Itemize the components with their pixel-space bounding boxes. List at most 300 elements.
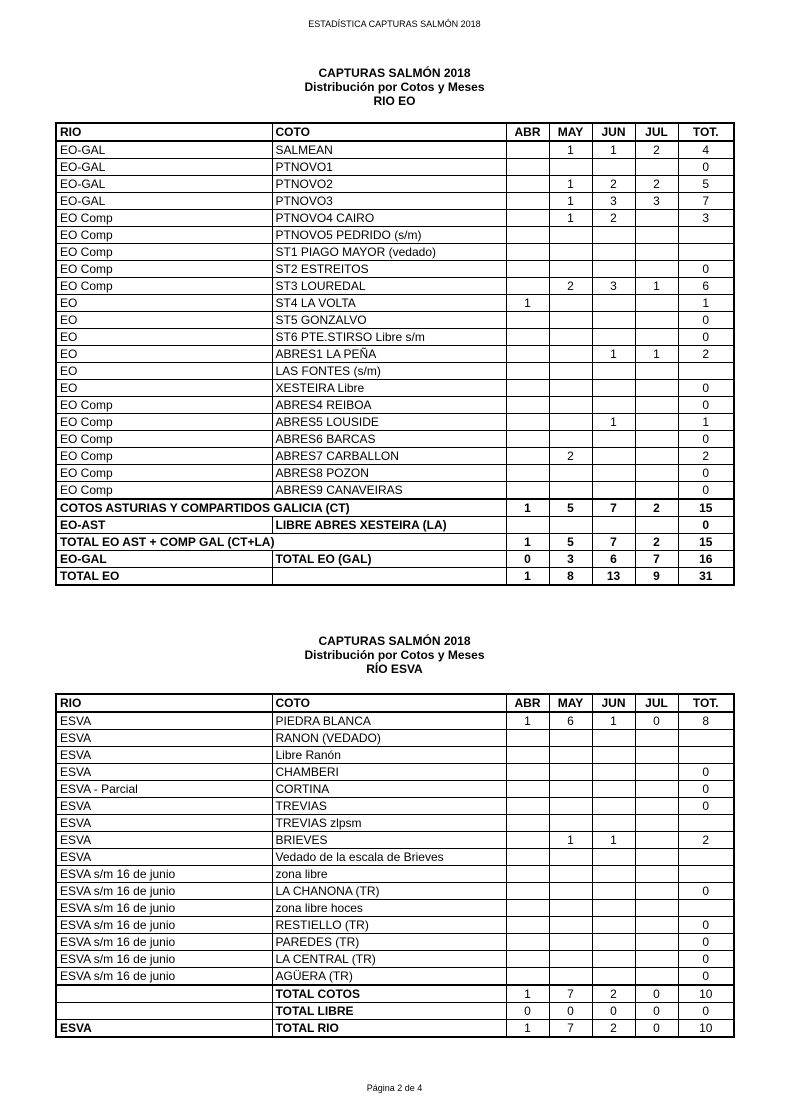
jul-cell bbox=[635, 917, 678, 934]
jul-cell: 2 bbox=[635, 176, 678, 193]
jun-cell bbox=[592, 244, 635, 261]
esva-table bbox=[55, 693, 735, 1038]
table-row bbox=[56, 781, 734, 798]
tot-cell bbox=[678, 866, 734, 883]
rio-cell: EO-GAL bbox=[56, 141, 272, 159]
jun-cell bbox=[592, 329, 635, 346]
abr-cell bbox=[506, 159, 549, 176]
coto-cell: zona libre hoces bbox=[272, 900, 506, 917]
tot-cell: 1 bbox=[678, 414, 734, 431]
coto-cell: SALMEAN bbox=[272, 141, 506, 159]
esva-river: RÍO ESVA bbox=[366, 662, 423, 676]
tot-cell: 0 bbox=[678, 517, 734, 534]
rio-cell: ESVA s/m 16 de junio bbox=[56, 968, 272, 986]
abr-cell bbox=[506, 917, 549, 934]
jun-cell bbox=[592, 482, 635, 500]
abr-cell bbox=[506, 849, 549, 866]
rio-cell: EO-GAL bbox=[56, 159, 272, 176]
table-row bbox=[56, 730, 734, 747]
tot-cell: 0 bbox=[678, 380, 734, 397]
page-header: ESTADÍSTICA CAPTURAS SALMÓN 2018 bbox=[308, 19, 481, 29]
may-cell: 2 bbox=[549, 278, 592, 295]
jun-cell bbox=[592, 159, 635, 176]
rio-cell: EO Comp bbox=[56, 431, 272, 448]
may-cell bbox=[549, 517, 592, 534]
rio-cell: ESVA bbox=[56, 730, 272, 747]
rio-cell: EO Comp bbox=[56, 244, 272, 261]
abr-cell bbox=[506, 968, 549, 986]
tot-cell: 2 bbox=[678, 832, 734, 849]
table-row bbox=[56, 832, 734, 849]
rio-cell: EO bbox=[56, 346, 272, 363]
jun-cell bbox=[592, 397, 635, 414]
jun-cell bbox=[592, 227, 635, 244]
table-row bbox=[56, 431, 734, 448]
jul-cell bbox=[635, 312, 678, 329]
rio-cell: EO Comp bbox=[56, 397, 272, 414]
tot-cell: 0 bbox=[678, 261, 734, 278]
jul-cell: 0 bbox=[635, 1020, 678, 1038]
may-cell bbox=[549, 849, 592, 866]
tot-cell: 0 bbox=[678, 951, 734, 968]
rio-cell: ESVA s/m 16 de junio bbox=[56, 866, 272, 883]
tot-cell: 2 bbox=[678, 448, 734, 465]
tot-cell: 0 bbox=[678, 968, 734, 986]
jun-cell bbox=[592, 815, 635, 832]
may-cell bbox=[549, 917, 592, 934]
jul-cell bbox=[635, 329, 678, 346]
jul-cell: 3 bbox=[635, 193, 678, 210]
table-row bbox=[56, 278, 734, 295]
may-cell bbox=[549, 934, 592, 951]
may-cell bbox=[549, 397, 592, 414]
eo-subtitle: Distribución por Cotos y Meses bbox=[304, 80, 485, 94]
tot-cell bbox=[678, 747, 734, 764]
may-cell bbox=[549, 431, 592, 448]
col-may: MAY bbox=[549, 123, 592, 141]
jul-cell bbox=[635, 295, 678, 312]
jun-cell bbox=[592, 517, 635, 534]
rio-cell: EO bbox=[56, 380, 272, 397]
jun-cell: 7 bbox=[592, 499, 635, 517]
rio-cell bbox=[56, 985, 272, 1003]
abr-cell bbox=[506, 193, 549, 210]
table-row bbox=[56, 712, 734, 730]
abr-cell: 1 bbox=[506, 295, 549, 312]
coto-cell: ST3 LOUREDAL bbox=[272, 278, 506, 295]
table-row bbox=[56, 815, 734, 832]
abr-cell bbox=[506, 431, 549, 448]
rio-cell: EO-GAL bbox=[56, 551, 272, 568]
jun-cell bbox=[592, 431, 635, 448]
may-cell bbox=[549, 764, 592, 781]
coto-cell: TOTAL EO (GAL) bbox=[272, 551, 506, 568]
coto-cell: ST2 ESTREITOS bbox=[272, 261, 506, 278]
jun-cell bbox=[592, 295, 635, 312]
jun-cell: 2 bbox=[592, 1020, 635, 1038]
table-row bbox=[56, 329, 734, 346]
tot-cell: 7 bbox=[678, 193, 734, 210]
coto-cell: PTNOVO2 bbox=[272, 176, 506, 193]
rio-cell: ESVA bbox=[56, 1020, 272, 1038]
jun-cell: 1 bbox=[592, 832, 635, 849]
jul-cell bbox=[635, 730, 678, 747]
may-cell bbox=[549, 295, 592, 312]
rio-cell: EO Comp bbox=[56, 448, 272, 465]
abr-cell: 1 bbox=[506, 712, 549, 730]
jul-cell bbox=[635, 414, 678, 431]
col-tot: TOT. bbox=[678, 123, 734, 141]
may-cell bbox=[549, 781, 592, 798]
table-row bbox=[56, 764, 734, 781]
table-row bbox=[56, 261, 734, 278]
abr-cell bbox=[506, 815, 549, 832]
jul-cell: 0 bbox=[635, 712, 678, 730]
abr-cell bbox=[506, 747, 549, 764]
col-abr: ABR bbox=[506, 694, 549, 712]
jul-cell bbox=[635, 781, 678, 798]
tot-cell: 0 bbox=[678, 431, 734, 448]
coto-cell: ABRES9 CANAVEIRAS bbox=[272, 482, 506, 500]
jun-cell bbox=[592, 866, 635, 883]
abr-cell bbox=[506, 951, 549, 968]
may-cell bbox=[549, 482, 592, 500]
abr-cell bbox=[506, 380, 549, 397]
coto-cell: RANON (VEDADO) bbox=[272, 730, 506, 747]
abr-cell bbox=[506, 482, 549, 500]
coto-cell: BRIEVES bbox=[272, 832, 506, 849]
coto-cell: CORTINA bbox=[272, 781, 506, 798]
coto-cell: ST6 PTE.STIRSO Libre s/m bbox=[272, 329, 506, 346]
table-row bbox=[56, 900, 734, 917]
may-cell bbox=[549, 159, 592, 176]
may-cell bbox=[549, 968, 592, 986]
coto-cell: TOTAL LIBRE bbox=[272, 1003, 506, 1020]
table-row bbox=[56, 312, 734, 329]
coto-cell: LA CHANONA (TR) bbox=[272, 883, 506, 900]
esva-subtitle: Distribución por Cotos y Meses bbox=[304, 648, 485, 662]
col-jul: JUL bbox=[635, 123, 678, 141]
abr-cell: 1 bbox=[506, 534, 549, 551]
abr-cell: 1 bbox=[506, 499, 549, 517]
may-cell bbox=[549, 312, 592, 329]
coto-cell: LA CENTRAL (TR) bbox=[272, 951, 506, 968]
rio-cell: ESVA bbox=[56, 798, 272, 815]
abr-cell bbox=[506, 832, 549, 849]
may-cell: 2 bbox=[549, 448, 592, 465]
coto-cell: zona libre bbox=[272, 866, 506, 883]
jun-cell: 2 bbox=[592, 176, 635, 193]
may-cell: 1 bbox=[549, 193, 592, 210]
jun-cell bbox=[592, 730, 635, 747]
table-row bbox=[56, 465, 734, 482]
may-cell: 3 bbox=[549, 551, 592, 568]
may-cell bbox=[549, 815, 592, 832]
tot-cell: 0 bbox=[678, 397, 734, 414]
rio-cell: ESVA bbox=[56, 764, 272, 781]
abr-cell bbox=[506, 210, 549, 227]
abr-cell bbox=[506, 866, 549, 883]
rio-cell: EO Comp bbox=[56, 261, 272, 278]
may-cell: 1 bbox=[549, 832, 592, 849]
tot-cell: 3 bbox=[678, 210, 734, 227]
jul-cell: 2 bbox=[635, 499, 678, 517]
col-jul: JUL bbox=[635, 694, 678, 712]
table-row bbox=[56, 747, 734, 764]
table-row bbox=[56, 210, 734, 227]
abr-cell bbox=[506, 346, 549, 363]
coto-cell: LIBRE ABRES XESTEIRA (LA) bbox=[272, 517, 506, 534]
table-row bbox=[56, 448, 734, 465]
rio-cell: EO Comp bbox=[56, 414, 272, 431]
rio-cell: COTOS ASTURIAS Y COMPARTIDOS GALICIA (CT) bbox=[56, 499, 272, 517]
jul-cell: 1 bbox=[635, 346, 678, 363]
jun-cell bbox=[592, 849, 635, 866]
may-cell bbox=[549, 414, 592, 431]
coto-cell: XESTEIRA Libre bbox=[272, 380, 506, 397]
may-cell: 6 bbox=[549, 712, 592, 730]
total-row bbox=[56, 551, 734, 568]
abr-cell: 0 bbox=[506, 551, 549, 568]
table-row bbox=[56, 141, 734, 159]
rio-cell: ESVA bbox=[56, 832, 272, 849]
jun-cell: 1 bbox=[592, 346, 635, 363]
may-cell bbox=[549, 380, 592, 397]
table-row bbox=[56, 193, 734, 210]
jun-cell bbox=[592, 968, 635, 986]
rio-cell: ESVA bbox=[56, 747, 272, 764]
tot-cell bbox=[678, 900, 734, 917]
jun-cell bbox=[592, 363, 635, 380]
coto-cell: PTNOVO4 CAIRO bbox=[272, 210, 506, 227]
total-row bbox=[56, 534, 734, 551]
total-row bbox=[56, 1020, 734, 1038]
may-cell: 8 bbox=[549, 568, 592, 586]
rio-cell: EO Comp bbox=[56, 278, 272, 295]
rio-cell: TOTAL EO AST + COMP GAL (CT+LA) bbox=[56, 534, 272, 551]
eo-table bbox=[55, 122, 735, 586]
total-row bbox=[56, 985, 734, 1003]
may-cell bbox=[549, 261, 592, 278]
jun-cell: 1 bbox=[592, 414, 635, 431]
abr-cell bbox=[506, 312, 549, 329]
jul-cell bbox=[635, 261, 678, 278]
may-cell: 5 bbox=[549, 534, 592, 551]
may-cell: 7 bbox=[549, 985, 592, 1003]
tot-cell bbox=[678, 815, 734, 832]
may-cell bbox=[549, 883, 592, 900]
tot-cell: 0 bbox=[678, 465, 734, 482]
table-row bbox=[56, 934, 734, 951]
jun-cell: 1 bbox=[592, 712, 635, 730]
jun-cell: 7 bbox=[592, 534, 635, 551]
jul-cell bbox=[635, 244, 678, 261]
jul-cell bbox=[635, 380, 678, 397]
abr-cell: 0 bbox=[506, 1003, 549, 1020]
col-rio: RIO bbox=[56, 123, 272, 141]
jun-cell bbox=[592, 781, 635, 798]
jun-cell bbox=[592, 764, 635, 781]
coto-cell: ABRES5 LOUSIDE bbox=[272, 414, 506, 431]
table-row bbox=[56, 244, 734, 261]
col-jun: JUN bbox=[592, 123, 635, 141]
jul-cell bbox=[635, 866, 678, 883]
rio-cell: ESVA s/m 16 de junio bbox=[56, 883, 272, 900]
jul-cell bbox=[635, 159, 678, 176]
may-cell bbox=[549, 747, 592, 764]
tot-cell: 0 bbox=[678, 159, 734, 176]
rio-cell: ESVA bbox=[56, 815, 272, 832]
may-cell: 1 bbox=[549, 210, 592, 227]
abr-cell bbox=[506, 278, 549, 295]
coto-cell: Vedado de la escala de Brieves bbox=[272, 849, 506, 866]
may-cell: 7 bbox=[549, 1020, 592, 1038]
rio-cell: EO bbox=[56, 312, 272, 329]
jul-cell bbox=[635, 747, 678, 764]
may-cell bbox=[549, 866, 592, 883]
may-cell bbox=[549, 329, 592, 346]
may-cell bbox=[549, 900, 592, 917]
jun-cell: 13 bbox=[592, 568, 635, 586]
jul-cell bbox=[635, 951, 678, 968]
coto-cell: ABRES1 LA PEÑA bbox=[272, 346, 506, 363]
coto-cell: PTNOVO3 bbox=[272, 193, 506, 210]
tot-cell: 0 bbox=[678, 482, 734, 500]
table-row bbox=[56, 798, 734, 815]
jul-cell bbox=[635, 517, 678, 534]
coto-cell: ABRES4 REIBOA bbox=[272, 397, 506, 414]
jun-cell bbox=[592, 917, 635, 934]
jul-cell bbox=[635, 832, 678, 849]
abr-cell bbox=[506, 227, 549, 244]
jul-cell bbox=[635, 900, 678, 917]
table-row bbox=[56, 482, 734, 500]
jun-cell bbox=[592, 747, 635, 764]
coto-cell bbox=[272, 534, 506, 551]
jun-cell: 0 bbox=[592, 1003, 635, 1020]
coto-cell: PAREDES (TR) bbox=[272, 934, 506, 951]
tot-cell: 10 bbox=[678, 985, 734, 1003]
tot-cell: 0 bbox=[678, 764, 734, 781]
abr-cell bbox=[506, 414, 549, 431]
jun-cell bbox=[592, 883, 635, 900]
coto-cell: AGÜERA (TR) bbox=[272, 968, 506, 986]
coto-cell: TOTAL COTOS bbox=[272, 985, 506, 1003]
abr-cell bbox=[506, 517, 549, 534]
jun-cell bbox=[592, 951, 635, 968]
jul-cell bbox=[635, 482, 678, 500]
tot-cell: 0 bbox=[678, 781, 734, 798]
abr-cell bbox=[506, 176, 549, 193]
tot-cell: 0 bbox=[678, 798, 734, 815]
table-row bbox=[56, 295, 734, 312]
jun-cell: 3 bbox=[592, 278, 635, 295]
coto-cell: ST1 PIAGO MAYOR (vedado) bbox=[272, 244, 506, 261]
jun-cell bbox=[592, 261, 635, 278]
tot-cell: 0 bbox=[678, 883, 734, 900]
tot-cell: 0 bbox=[678, 1003, 734, 1020]
rio-cell: EO bbox=[56, 363, 272, 380]
jul-cell: 1 bbox=[635, 278, 678, 295]
coto-cell: PTNOVO1 bbox=[272, 159, 506, 176]
col-abr: ABR bbox=[506, 123, 549, 141]
tot-cell: 0 bbox=[678, 934, 734, 951]
tot-cell: 16 bbox=[678, 551, 734, 568]
coto-cell: RESTIELLO (TR) bbox=[272, 917, 506, 934]
esva-title: CAPTURAS SALMÓN 2018 bbox=[318, 634, 471, 648]
tot-cell: 0 bbox=[678, 329, 734, 346]
coto-cell: TOTAL RIO bbox=[272, 1020, 506, 1038]
jun-cell bbox=[592, 312, 635, 329]
coto-cell: PTNOVO5 PEDRIDO (s/m) bbox=[272, 227, 506, 244]
page-footer: Página 2 de 4 bbox=[366, 1083, 423, 1093]
tot-cell bbox=[678, 849, 734, 866]
rio-cell: EO-AST bbox=[56, 517, 272, 534]
tot-cell: 4 bbox=[678, 141, 734, 159]
tot-cell: 15 bbox=[678, 534, 734, 551]
jun-cell bbox=[592, 798, 635, 815]
rio-cell: EO bbox=[56, 329, 272, 346]
col-rio: RIO bbox=[56, 694, 272, 712]
jun-cell: 6 bbox=[592, 551, 635, 568]
may-cell: 5 bbox=[549, 499, 592, 517]
jun-cell bbox=[592, 934, 635, 951]
jul-cell: 2 bbox=[635, 141, 678, 159]
jun-cell bbox=[592, 448, 635, 465]
table-row bbox=[56, 363, 734, 380]
jul-cell: 0 bbox=[635, 985, 678, 1003]
table-row bbox=[56, 176, 734, 193]
total-row bbox=[56, 517, 734, 534]
rio-cell: EO Comp bbox=[56, 227, 272, 244]
coto-cell bbox=[272, 568, 506, 586]
tot-cell bbox=[678, 244, 734, 261]
may-cell: 1 bbox=[549, 141, 592, 159]
table-row bbox=[56, 951, 734, 968]
esva-header-row bbox=[56, 694, 734, 712]
jul-cell bbox=[635, 448, 678, 465]
rio-cell: TOTAL EO bbox=[56, 568, 272, 586]
abr-cell bbox=[506, 900, 549, 917]
jul-cell: 7 bbox=[635, 551, 678, 568]
rio-cell: EO Comp bbox=[56, 210, 272, 227]
tot-cell: 10 bbox=[678, 1020, 734, 1038]
jul-cell bbox=[635, 210, 678, 227]
coto-cell: ST4 LA VOLTA bbox=[272, 295, 506, 312]
abr-cell: 1 bbox=[506, 1020, 549, 1038]
jul-cell bbox=[635, 363, 678, 380]
rio-cell: ESVA bbox=[56, 849, 272, 866]
table-row bbox=[56, 159, 734, 176]
jul-cell bbox=[635, 849, 678, 866]
jul-cell bbox=[635, 934, 678, 951]
eo-header-row bbox=[56, 123, 734, 141]
jul-cell: 0 bbox=[635, 1003, 678, 1020]
coto-cell: PIEDRA BLANCA bbox=[272, 712, 506, 730]
abr-cell bbox=[506, 730, 549, 747]
jun-cell bbox=[592, 900, 635, 917]
tot-cell bbox=[678, 730, 734, 747]
jul-cell bbox=[635, 465, 678, 482]
may-cell bbox=[549, 798, 592, 815]
jul-cell: 9 bbox=[635, 568, 678, 586]
table-row bbox=[56, 414, 734, 431]
abr-cell bbox=[506, 329, 549, 346]
table-row bbox=[56, 397, 734, 414]
rio-cell: ESVA s/m 16 de junio bbox=[56, 917, 272, 934]
col-jun: JUN bbox=[592, 694, 635, 712]
rio-cell: EO-GAL bbox=[56, 193, 272, 210]
